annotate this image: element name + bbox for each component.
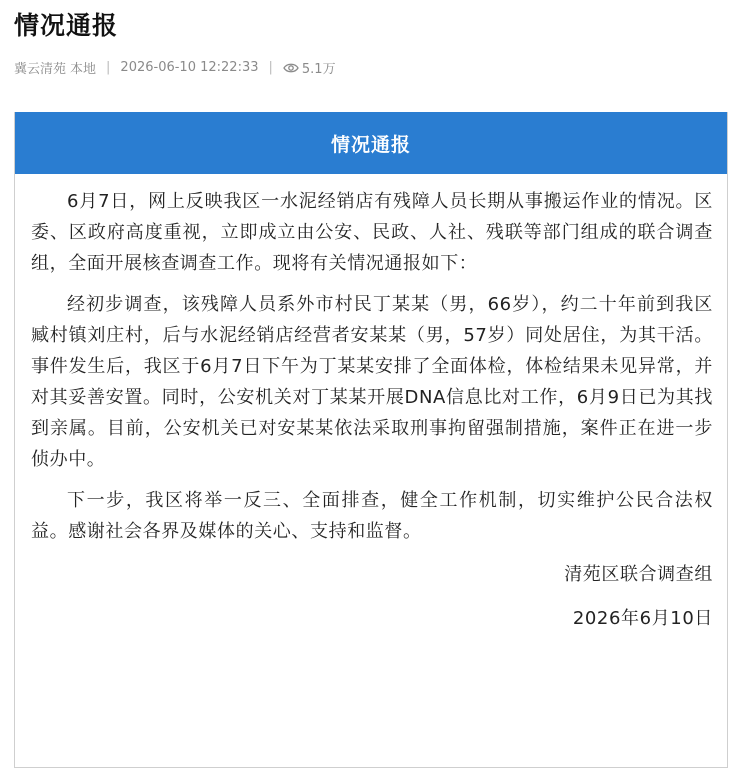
source-name[interactable]: 冀云清苑 (14, 62, 67, 77)
notice-paragraph: 下一步，我区将举一反三、全面排查，健全工作机制，切实维护公民合法权益。感谢社会各界及媒体的关心、支持和监督。 (31, 490, 713, 542)
divider: | (268, 60, 273, 75)
publish-datetime: 2026-06-10 12:22:33 (120, 60, 259, 75)
article-meta (14, 58, 336, 77)
notice-header: 情况通报 (15, 112, 727, 174)
page-title: 情况通报 (14, 11, 119, 40)
divider: | (106, 60, 111, 75)
notice-paragraph: 经初步调查，该残障人员系外市村民丁某某（男，66岁），约二十年前到我区臧村镇刘庄村，后与水泥经销店经营者安某某（男，57岁）同处居住，为其干活。事件发生后，我区于6月7日下午为丁某某安排了全面体检，体检结果未见异常，并对其妥善安置。同时，公安机关对丁某某开展DNA信息比对工作，6月9日已为其找到亲属。目前，公安机关已对安某某依法采取刑事拘留强制措施，案件正在进一步侦办中。 (31, 294, 713, 470)
region-tag: 本地 (70, 62, 97, 77)
view-count: 5.1万 (301, 62, 336, 77)
notice-body (15, 174, 727, 633)
notice-card (14, 112, 728, 768)
signature-org: 清苑区联合调查组 (564, 564, 713, 585)
notice-paragraph: 6月7日，网上反映我区一水泥经销店有残障人员长期从事搬运作业的情况。区委、区政府高度重视，立即成立由公安、民政、人社、残联等部门组成的联合调查组，全面开展核查调查工作。现将有关情况通报如下： (31, 191, 713, 274)
signature-date: 2026年6月10日 (572, 608, 713, 629)
eye-icon (283, 62, 299, 74)
